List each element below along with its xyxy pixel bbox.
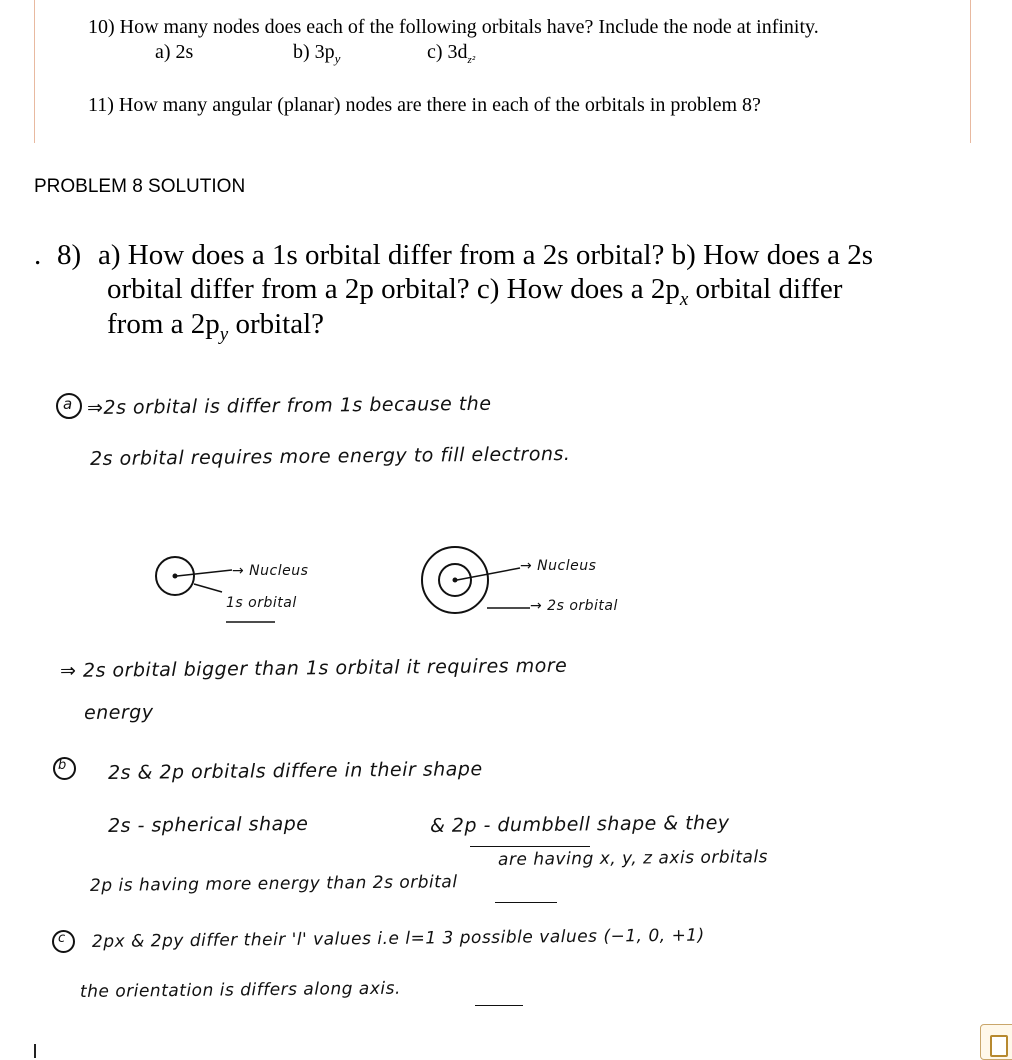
answer-a-line-4: energy (83, 701, 154, 724)
marker-b-label: b (58, 758, 67, 773)
marker-c-label: c (58, 931, 66, 946)
q10-c-label: c) 3d (427, 41, 468, 63)
problem-8-number: 8) (57, 239, 82, 271)
p8-line2-text: orbital differ from a 2p orbital? c) How does a 2p (107, 273, 680, 305)
answer-a-line-3: ⇒ 2s orbital bigger than 1s orbital it requires more (59, 654, 568, 682)
q10-c-sub: z² (467, 54, 476, 66)
diagram-left-nucleus: → Nucleus (232, 563, 309, 579)
question-10-b (293, 41, 340, 67)
answer-a-line-2: 2s orbital requires more energy to fill electrons. (89, 442, 571, 470)
problem-8-line-3 (107, 307, 324, 352)
p8-line2-end: orbital differ (688, 273, 843, 305)
problem-8-line-1: a) How does a 1s orbital differ from a 2s orbital? b) How does a 2s (98, 239, 874, 271)
answer-c-line-1: 2px & 2py differ their 'l' values i.e l=1 3 possible values (−1, 0, +1) (91, 925, 705, 952)
p8-line3-end: orbital? (228, 308, 325, 340)
answer-b-line-4: 2p is having more energy than 2s orbital (89, 872, 458, 896)
diagram-left-orbital: 1s orbital (226, 595, 297, 611)
orbital-diagram (140, 540, 700, 630)
answer-b-line-1: 2s & 2p orbitals differe in their shape (107, 758, 483, 784)
answer-b-line-3: are having x, y, z axis orbitals (497, 847, 769, 870)
p8-line3-text: from a 2p (107, 308, 220, 340)
question-11: 11) How many angular (planar) nodes are there in each of the orbitals in problem 8? (88, 94, 761, 116)
1s-nucleus-dot (173, 574, 178, 579)
question-10: 10) How many nodes does each of the following orbitals have? Include the node at infinity. (88, 16, 819, 38)
diagram-right-orbital: → 2s orbital (530, 598, 618, 614)
solution-heading: PROBLEM 8 SOLUTION (34, 176, 246, 197)
answer-c-underline (475, 1005, 523, 1006)
2s-nucleus-dot (453, 578, 458, 583)
1s-nucleus-arrow (177, 570, 232, 576)
answer-c-line-2: the orientation is differs along axis. (79, 978, 401, 1002)
p8-line2-sub: x (679, 288, 689, 310)
q10-b-label: b) 3p (293, 41, 335, 63)
problem-8-bullet: . (34, 239, 42, 271)
left-margin-line (34, 0, 35, 143)
diagram-right-nucleus: → Nucleus (520, 558, 597, 574)
answer-a-line-1: ⇒2s orbital is differ from 1s because the (86, 392, 492, 419)
1s-orbital-pointer (194, 584, 222, 592)
answer-b-underline (470, 846, 590, 847)
q10-b-sub: y (334, 51, 341, 66)
question-10-c (427, 41, 475, 66)
answer-b-line-2a: 2s - spherical shape (107, 812, 309, 837)
p8-line3-sub: y (219, 323, 229, 345)
question-10-a: a) 2s (155, 41, 194, 63)
text-cursor (34, 1044, 36, 1058)
paste-options-icon[interactable] (980, 1024, 1012, 1060)
answer-b-line-2b: & 2p - dumbbell shape & they (429, 811, 730, 837)
answer-b-underline-2 (495, 902, 557, 903)
right-margin-line (970, 0, 971, 143)
marker-a-label: a (63, 395, 73, 413)
